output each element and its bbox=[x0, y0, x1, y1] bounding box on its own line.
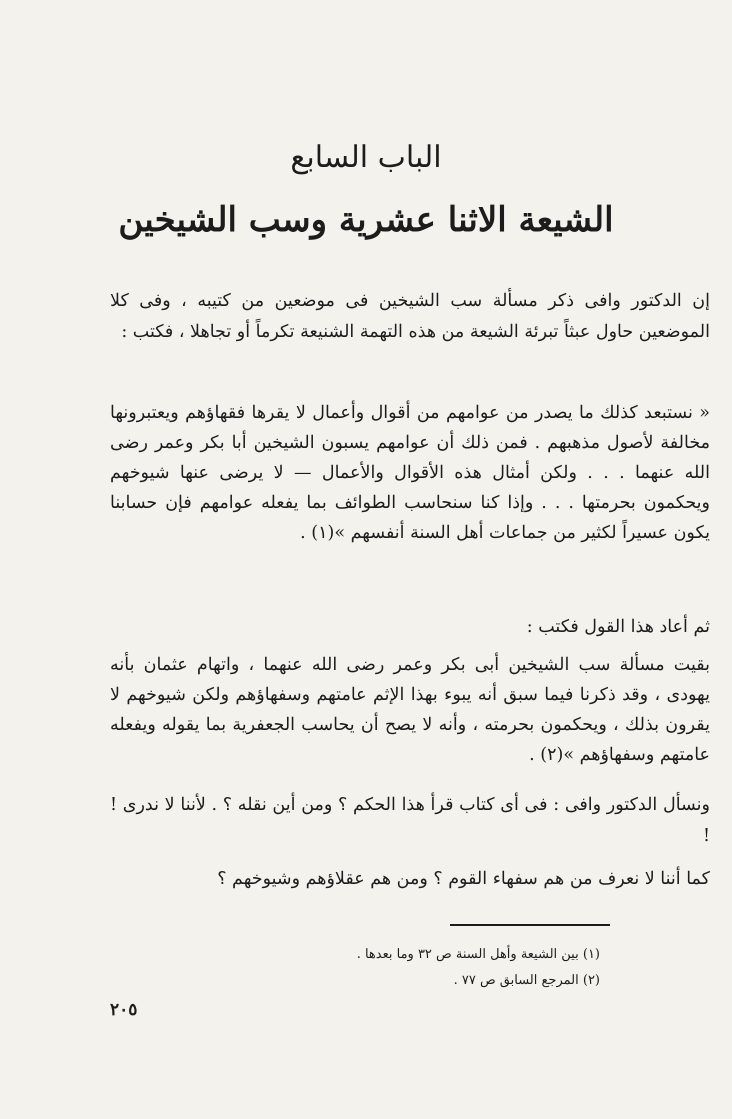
footnotes bbox=[260, 942, 600, 994]
footnote-1: (١) بين الشيعة وأهل السنة ص ٣٢ وما بعدها . bbox=[356, 947, 600, 962]
quote-paragraph-1: « نستبعد كذلك ما يصدر من عوامهم من أقوال وأعمال لا يقرها فقهاؤهم ويعتبرونها مخالفة لأصول مذهبهم . فمن ذلك أن عوامهم يسبون الشيخين أبا بكر وعمر رضى الله عنهما . . . ولكن أمثال هذه الأقوال والأعمال — لا يرضى عنها شيوخهم ويحكمون بحرمتها . . . وإذا كنا سنحاسب الطوائف بما يفعله عوامهم فإن حسابنا يكون عسيراً لكثير من جماعات أهل السنة أنفسهم »(١) . bbox=[110, 403, 710, 543]
footnote-2: (٢) المرجع السابق ص ٧٧ . bbox=[453, 973, 600, 988]
footnote-divider bbox=[450, 924, 610, 926]
quote-paragraph-2: بقيت مسألة سب الشيخين أبى بكر وعمر رضى الله عنهما ، واتهام عثمان بأنه يهودى ، وقد ذكرنا فيما سبق أنه يبوء بهذا الإثم عامتهم وسفهاؤهم ولكن شيوخهم لا يقرون بذلك ، ويحكمون بحرمته ، وأنه لا يصح أن يحاسب الجعفرية بما يقوله ويفعله عامتهم وسفهاؤهم »(٢) . bbox=[110, 655, 710, 765]
intro-paragraph: إن الدكتور وافى ذكر مسألة سب الشيخين فى موضعين من كتيبه ، وفى كلا الموضعين حاول عبثاً تبرئة الشيعة من هذه التهمة الشنيعة تكرماً أو تجاهلا ، فكتب : bbox=[110, 291, 710, 342]
closing-paragraph: كما أننا لا نعرف من هم سفهاء القوم ؟ ومن هم عقلاؤهم وشيوخهم ؟ bbox=[217, 869, 710, 889]
page-number: ٢٠٥ bbox=[110, 1000, 138, 1020]
question-paragraph: ونسأل الدكتور وافى : فى أى كتاب قرأ هذا الحكم ؟ ومن أين نقله ؟ . لأننا لا ندرى ! ! bbox=[110, 795, 710, 846]
transition-paragraph: ثم أعاد هذا القول فكتب : bbox=[526, 617, 710, 637]
chapter-heading: الباب السابع bbox=[290, 140, 442, 175]
chapter-title: الشيعة الاثنا عشرية وسب الشيخين bbox=[118, 200, 614, 240]
